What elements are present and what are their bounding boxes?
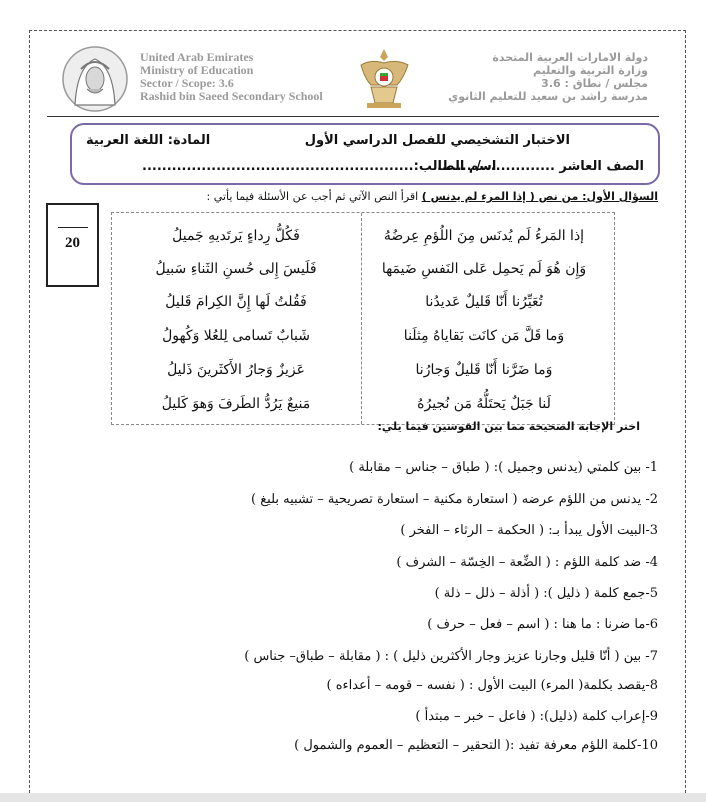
verse-right: تُعَيِّرُنا أَنّا قَليلٌ عَديدُنا [425,294,543,310]
header-en-line: Sector / Scope: 3.6 [140,76,234,90]
verse-right: لَنا جَبَلٌ يَحتَلُّهُ مَن نُجيرُهُ [417,396,551,412]
exam-title-box [70,123,660,185]
header-arabic [418,51,648,103]
score-total: 20 [65,235,80,251]
question-item: 1- بين كلمتي (يدنس وجميل ): ( طباق – جناس – مقابلة ) [349,460,658,475]
exam-subject: المادة: اللغة العربية [86,133,211,148]
viewer-bottom-bar [0,793,706,802]
verse-left: فَقُلتُ لَها إِنَّ الكِرامَ قَليلُ [165,294,307,310]
verse-left: فَلَيسَ إِلى حُسنِ الثَناءِ سَبيلُ [155,261,317,277]
question-item: 6-ما ضرنا : ما هنا : ( اسم – فعل – حرف ) [427,617,658,632]
question-1-heading [207,190,658,203]
verse-left: عَزيزٌ وَجارُ الأَكثَرينَ ذَليلُ [167,362,305,378]
question-item: 2- يدنس من اللؤم عرضه ( استعارة مكنية – استعارة تصريحية – تشبيه بليغ ) [251,492,658,507]
verse-left: مَنيعٌ يَرُدُّ الطَرفَ وَهوَ كَليلُ [161,396,311,412]
poem-divider [361,213,362,424]
verse-left: فَكُلُّ رِداءٍ يَرتَديهِ جَميلُ [172,228,300,244]
question-item: 8-يقصد بكلمة( المرء) البيت الأول : ( نفسه – قومه – أعداءه ) [326,678,658,693]
score-line [58,227,88,228]
exam-title: الاختبار التشخيصي للفصل الدراسي الأول [304,133,570,148]
choose-instruction: اختر الإجابة الصحيحة مما بين القوسين فيما يلي: [377,420,640,433]
student-name-field[interactable]: اسم الطالب:....................................................... [142,159,497,174]
header-en-line: Rashid bin Saeed Secondary School [140,89,323,103]
verse-left: شَبابٌ تَسامى لِلعُلا وَكُهولُ [162,328,310,344]
verse-right: وَإِن هُوَ لَم يَحمِل عَلى النَفسِ ضَيمَها [381,261,587,277]
question-item: 5-جمع كلمة ( ذليل ): ( أذلة – ذلل – ذلة ) [434,586,658,601]
header-ar-line: وزارة التربية والتعليم [533,64,648,77]
question-item: 3-البيت الأول يبدأ بـ: ( الحكمة – الرثاء – الفخر ) [400,523,658,538]
uae-emblem-icon [357,45,412,110]
exam-grade: الصف العاشر .............../ ....... [436,159,644,174]
header-en-line: Ministry of Education [140,63,254,77]
header-rule [47,116,659,117]
header-ar-line: دولة الامارات العربية المتحدة [492,51,648,64]
score-box [46,203,99,287]
header-en-line: United Arab Emirates [140,50,254,64]
verse-right: إذا المَرءُ لَم يُدنَس مِنَ اللُؤمِ عِرضُهُ [383,228,585,244]
question-item: 9-إعراب كلمة (ذليل): ( فاعل – خبر – مبتدأ ) [415,709,658,724]
verse-right: وَما قَلَّ مَن كانَت بَقاياهُ مِثلَنا [403,328,565,344]
question-1-instruction: اقرأ النص الآتي ثم أجب عن الأسئلة فيما يأتي : [206,190,422,203]
question-item: 7- بين ( أنّا قليل وجارنا عزيز وجار الأكثرين ذليل ) : ( مقابلة – طباق– جناس ) [244,649,658,664]
question-item: 4- ضد كلمة اللؤم : ( الضِّعة – الخِسّة – الشرف ) [396,555,658,570]
question-item: 10-كلمة اللؤم معرفة تفيد :( التحقير – التعظيم – العموم والشمول ) [294,738,658,753]
verse-right: وَما ضَرَّنا أَنّا قَليلٌ وَجارُنا [415,362,553,378]
question-1-label: السؤال الأول: من نص ( إذا المرء لم يدنس ) [421,190,658,203]
header-ar-line: مدرسة راشد بن سعيد للتعليم الثانوي [448,90,648,103]
header-ar-line: مجلس / نطاق : 3.6 [541,77,648,90]
founder-portrait-icon [61,45,129,113]
header-english [140,51,340,103]
